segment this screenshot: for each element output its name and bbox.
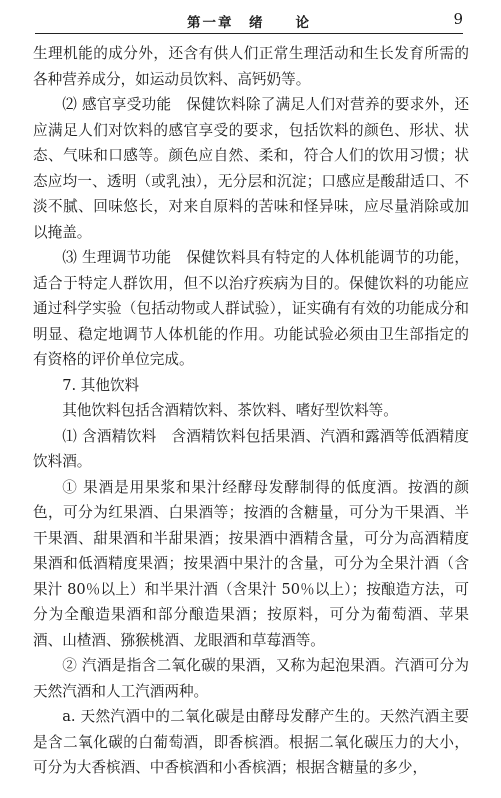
body-text [33,41,469,781]
section-heading-other-beverages: 7. 其他饮料 [62,376,140,394]
paragraph-sparkling-wine: ② 汽酒是指含二氧化碳的果酒，又称为起泡果酒。汽酒可分为天然汽酒和人工汽酒两种。 [33,657,469,700]
chapter-title: 第一章 绪 论 [187,15,311,31]
page-number: 9 [453,10,463,28]
paragraph-continued: 生理机能的成分外，还含有供人们正常生理活动和生长发育所需的各种营养成分，如运动员饮料、高钙奶等。 [33,45,469,88]
running-header [35,9,463,34]
paragraph-fruit-wine: ① 果酒是用果浆和果汁经酵母发酵制得的低度酒。按酒的颜色，可分为红果酒、白果酒等；按酒的含糖量，可分为干果酒、半干果酒、甜果酒和半甜果酒；按果酒中酒精含量，可分为高酒精度果酒和低酒精度果酒；按果酒中果汁的含量，可分为全果汁酒（含果汁 80％以上）和半果汁酒（含果汁 50％以上）；按酿造方法，可分为全酿造果酒和部分酿造果酒；按原料，可分为葡萄酒、苹果酒、山楂酒、猕猴桃酒、龙眼酒和草莓酒等。 [33,478,469,649]
paragraph-natural-sparkling-wine: a. 天然汽酒中的二氧化碳是由酵母发酵产生的。天然汽酒主要是含二氧化碳的白葡萄酒，即香槟酒。根据二氧化碳压力的大小，可分为大香槟酒、中香槟酒和小香槟酒；根据含糖量的多少， [33,708,469,776]
paragraph-other-beverages-intro: 其他饮料包括含酒精饮料、茶饮料、嗜好型饮料等。 [62,402,398,419]
paragraph-sensory-function: ⑵ 感官享受功能 保健饮料除了满足人们对营养的要求外，还应满足人们对饮料的感官享受的要求，包括饮料的颜色、形状、状态、气味和口感等。颜色应自然、柔和，符合人们的饮用习惯；状态应均一、透明（或乳浊），无分层和沉淀；口感应是酸甜适口、不淡不腻、回味悠长，对来自原料的苦味和怪异味，应尽量消除或加以掩盖。 [33,96,469,241]
paragraph-alcoholic-beverages: ⑴ 含酒精饮料 含酒精饮料包括果酒、汽酒和露酒等低酒精度饮料酒。 [33,427,469,470]
paragraph-physiological-regulation: ⑶ 生理调节功能 保健饮料具有特定的人体机能调节的功能，适合于特定人群饮用，但不以治疗疾病为目的。保健饮料的功能应通过科学实验（包括动物或人群试验），证实确有有效的功能成分和明显、稳定地调节人体机能的作用。功能试验必须由卫生部指定的有资格的评价单位完成。 [33,249,469,368]
